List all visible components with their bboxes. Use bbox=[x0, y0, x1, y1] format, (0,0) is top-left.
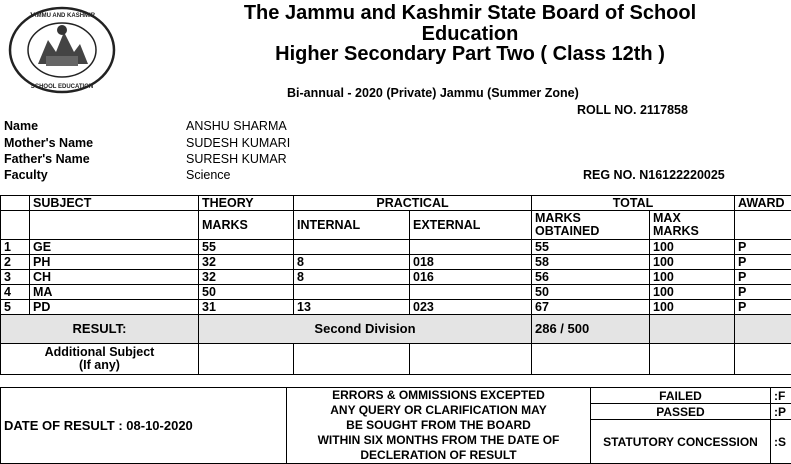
registration-number: REG NO. N16122220025 bbox=[583, 168, 725, 182]
result-division: Second Division bbox=[199, 315, 532, 344]
max-marks-header: MAX MARKS bbox=[650, 211, 735, 240]
theory-marks-header: MARKS bbox=[199, 211, 294, 240]
exam-title: Higher Secondary Part Two ( Class 12th ) bbox=[150, 43, 790, 66]
footer-table bbox=[0, 387, 791, 464]
passed-code: :P bbox=[771, 404, 791, 420]
statutory-concession-label: STATUTORY CONCESSION bbox=[591, 420, 771, 464]
failed-code: :F bbox=[771, 388, 791, 404]
father-name: SURESH KUMAR bbox=[186, 152, 287, 166]
faculty-label: Faculty bbox=[4, 168, 48, 182]
table-row: 4 MA 50 50 100 P bbox=[1, 285, 791, 300]
result-row bbox=[1, 315, 791, 344]
external-header: EXTERNAL bbox=[410, 211, 532, 240]
name-label: Name bbox=[4, 119, 38, 133]
roll-number: ROLL NO. 2117858 bbox=[577, 103, 688, 117]
passed-label: PASSED bbox=[591, 404, 771, 420]
total-header: TOTAL bbox=[532, 196, 735, 211]
mother-name: SUDESH KUMARI bbox=[186, 136, 290, 150]
svg-text:SCHOOL EDUCATION: SCHOOL EDUCATION bbox=[31, 84, 93, 90]
table-row: 5 PD 31 13 023 67 100 P bbox=[1, 300, 791, 315]
date-of-result: DATE OF RESULT : 08-10-2020 bbox=[1, 388, 287, 464]
table-subheader-row bbox=[1, 211, 791, 240]
subject-header: SUBJECT bbox=[30, 196, 199, 211]
mother-name-label: Mother's Name bbox=[4, 136, 93, 150]
table-row: 1 GE 55 55 100 P bbox=[1, 240, 791, 255]
board-title: The Jammu and Kashmir State Board of School bbox=[150, 2, 790, 25]
marks-table bbox=[0, 195, 791, 375]
father-name-label: Father's Name bbox=[4, 152, 90, 166]
table-header-row bbox=[1, 196, 791, 211]
internal-header: INTERNAL bbox=[294, 211, 410, 240]
svg-text:JAMMU AND KASHMIR: JAMMU AND KASHMIR bbox=[29, 13, 96, 19]
errors-notice: ERRORS & OMMISSIONS EXCEPTED ANY QUERY OR CLARIFICATION MAY BE SOUGHT FROM THE BOARD WITHIN SIX MONTHS FROM THE DATE OF DECLERATION OF RESULT bbox=[287, 388, 591, 464]
faculty-value: Science bbox=[186, 168, 230, 182]
result-total: 286 / 500 bbox=[532, 315, 650, 344]
additional-subject-row bbox=[1, 344, 791, 375]
marks-obtained-header: MARKS OBTAINED bbox=[532, 211, 650, 240]
board-logo-seal bbox=[8, 6, 116, 94]
failed-label: FAILED bbox=[591, 388, 771, 404]
table-row: 3 CH 32 8 016 56 100 P bbox=[1, 270, 791, 285]
practical-header: PRACTICAL bbox=[294, 196, 532, 211]
result-label: RESULT: bbox=[1, 315, 199, 344]
student-name: ANSHU SHARMA bbox=[186, 119, 287, 133]
theory-header: THEORY bbox=[199, 196, 294, 211]
additional-subject-label: Additional Subject (If any) bbox=[1, 344, 199, 375]
board-title-line2: Education bbox=[150, 23, 790, 46]
statutory-concession-code: :S bbox=[771, 420, 791, 464]
table-row: 2 PH 32 8 018 58 100 P bbox=[1, 255, 791, 270]
exam-session: Bi-annual - 2020 (Private) Jammu (Summer Zone) bbox=[287, 86, 579, 100]
award-header: AWARD bbox=[735, 196, 791, 211]
